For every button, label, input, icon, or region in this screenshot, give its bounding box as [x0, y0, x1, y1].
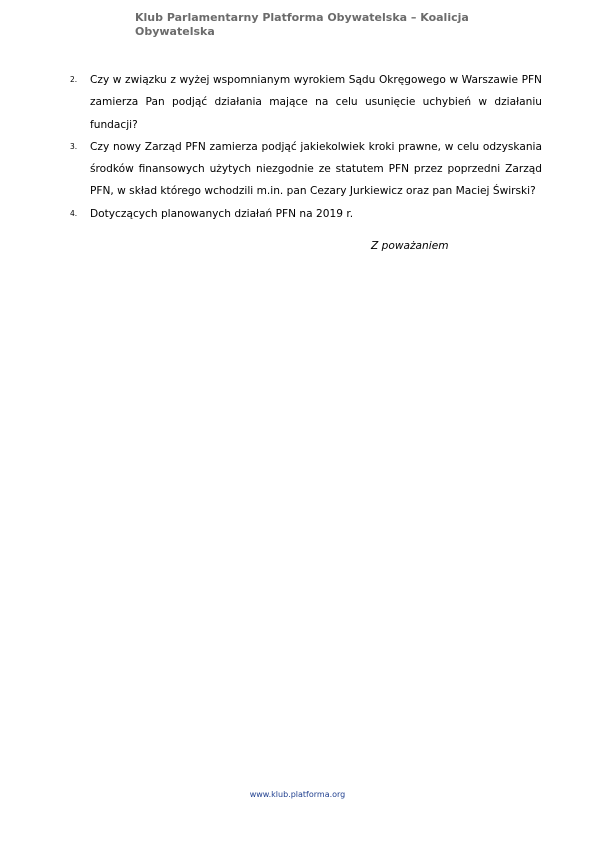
item-number: 2.: [70, 75, 78, 84]
item-text: Czy nowy Zarząd PFN zamierza podjąć jakiekolwiek kroki prawne, w celu odzyskania środków finansowych użytych niezgodnie ze statutem PFN przez poprzedni Zarząd PFN, w skład którego wchodzili m.in. pan Cezary Jurkiewicz oraz pan Maciej Świrski?: [90, 140, 542, 198]
item-number: 3.: [70, 141, 78, 151]
footer-link[interactable]: www.klub.platforma.org: [249, 790, 346, 799]
item-text: Czy w związku z wyżej wspomnianym wyrokiem Sądu Okręgowego w Warszawie PFN zamierza Pan podjąć działania mające na celu usunięcie uchybień w działaniu fundacji?: [90, 74, 542, 131]
list-item: [70, 203, 542, 225]
header-title: Klub Parlamentarny Platforma Obywatelska – Koalicja Obywatelska: [135, 11, 469, 38]
list-item: [70, 136, 542, 203]
item-number: 4.: [70, 208, 78, 218]
questions-list: [70, 69, 542, 225]
item-text: Dotyczących planowanych działań PFN na 2019 r.: [90, 207, 354, 220]
page-header: [135, 11, 515, 39]
footer: [0, 789, 595, 801]
list-item: [70, 69, 542, 136]
closing-salutation: Z poważaniem: [371, 240, 449, 252]
